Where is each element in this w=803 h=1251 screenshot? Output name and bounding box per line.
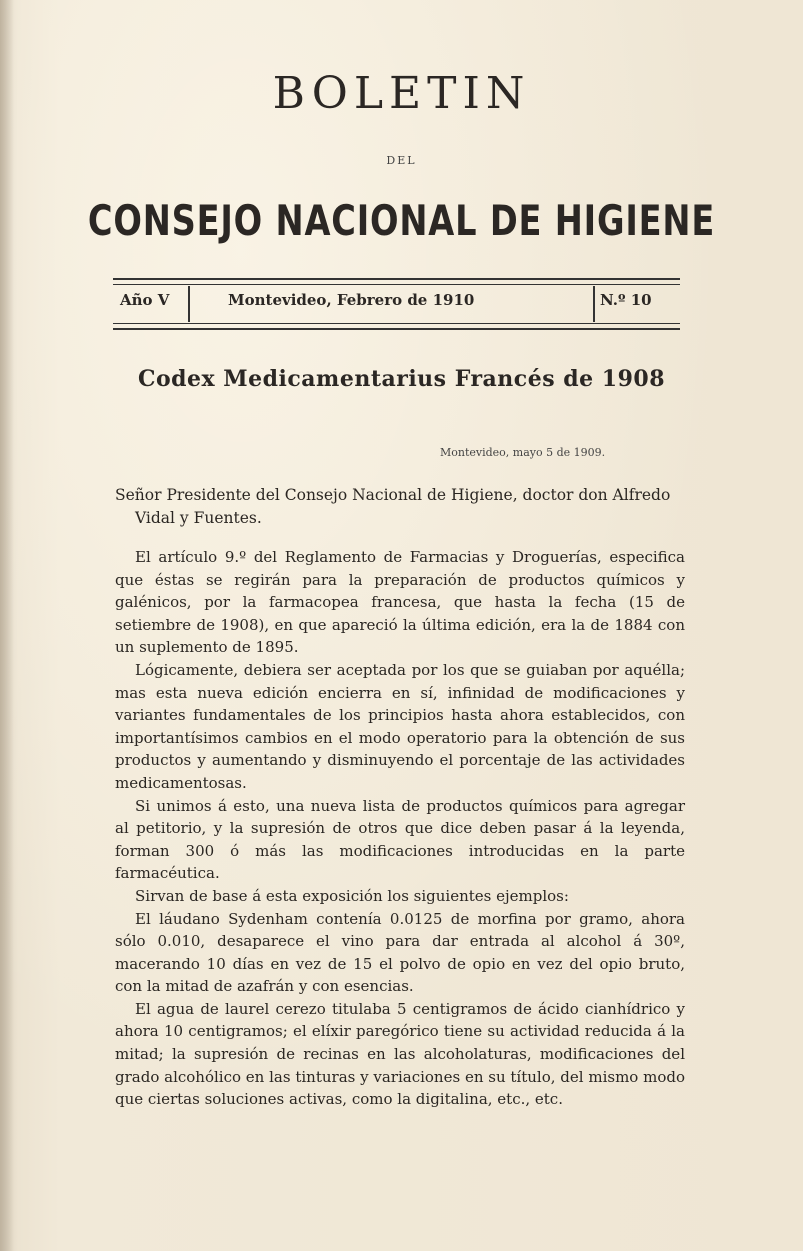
- article-body: [115, 546, 685, 1111]
- article-salutation: [115, 484, 685, 530]
- header-rule-bottom: [113, 328, 680, 330]
- body-paragraph: El láudano Sydenham contenía 0.0125 de morfina por gramo, ahora sólo 0.010, desaparece el vino para dar entrada al alcohol á 30º, macerando 10 días en vez de 15 el polvo de opio en vez del opio bruto, con la mitad de azafrán y con esencias.: [115, 909, 685, 996]
- header-rule-bottom-thin: [113, 323, 680, 324]
- body-paragraph: El agua de laurel cerezo titulaba 5 centigramos de ácido cianhídrico y ahora 10 centigramos; el elíxir paregórico tiene su actividad reducida á la mitad; la supresión de recinas en las alcoholaturas, modificaciones del grado alcohólico en las tinturas y variaciones en su título, del mismo modo que ciertas soluciones activas, como la digitalina, etc., etc.: [115, 999, 685, 1109]
- page-spine-shadow: [0, 0, 14, 1251]
- bulletin-connector: DEL: [386, 154, 417, 167]
- issue-place-date: Montevideo, Febrero de 1910: [228, 291, 475, 309]
- body-paragraph: El artículo 9.º del Reglamento de Farmacias y Droguerías, especifica que éstas se regirán para la preparación de productos químicos y galénicos, por la farmacopea francesa, que hasta la fecha (15 de setiembre de 1908), en que apareció la última edición, era la de 1884 con un suplemento de 1895.: [115, 548, 685, 657]
- header-rule-top-thin: [113, 284, 680, 285]
- council-name: CONSEJO NACIONAL DE HIGIENE: [87, 196, 716, 245]
- info-separator-left: [188, 286, 190, 322]
- info-separator-right: [593, 286, 595, 322]
- article-dateline: Montevideo, mayo 5 de 1909.: [440, 446, 606, 459]
- header-rule-top: [113, 278, 680, 280]
- article-title: Codex Medicamentarius Francés de 1908: [137, 366, 666, 392]
- bulletin-title: BOLETIN: [272, 68, 531, 119]
- body-paragraph: Sirvan de base á esta exposición los siguientes ejemplos:: [135, 886, 569, 905]
- body-paragraph: Lógicamente, debiera ser aceptada por los que se guiaban por aquélla; mas esta nueva edición encierra en sí, infinidad de modificaciones y variantes fundamentales de los principios hasta ahora establecidos, con importantísimos cambios en el modo operatorio para la obtención de sus productos y aumentando y disminuyendo el porcentaje de las actividades medicamentosas.: [115, 660, 685, 792]
- salutation-text: Señor Presidente del Consejo Nacional de Higiene, doctor don Alfredo Vidal y Fuentes.: [115, 486, 671, 527]
- issue-number: N.º 10: [600, 291, 652, 309]
- issue-year: Año V: [120, 291, 170, 309]
- body-paragraph: Si unimos á esto, una nueva lista de productos químicos para agregar al petitorio, y la supresión de otros que dice deben pasar á la leyenda, forman 300 ó más las modificaciones introducidas en la parte farmacéutica.: [115, 796, 685, 883]
